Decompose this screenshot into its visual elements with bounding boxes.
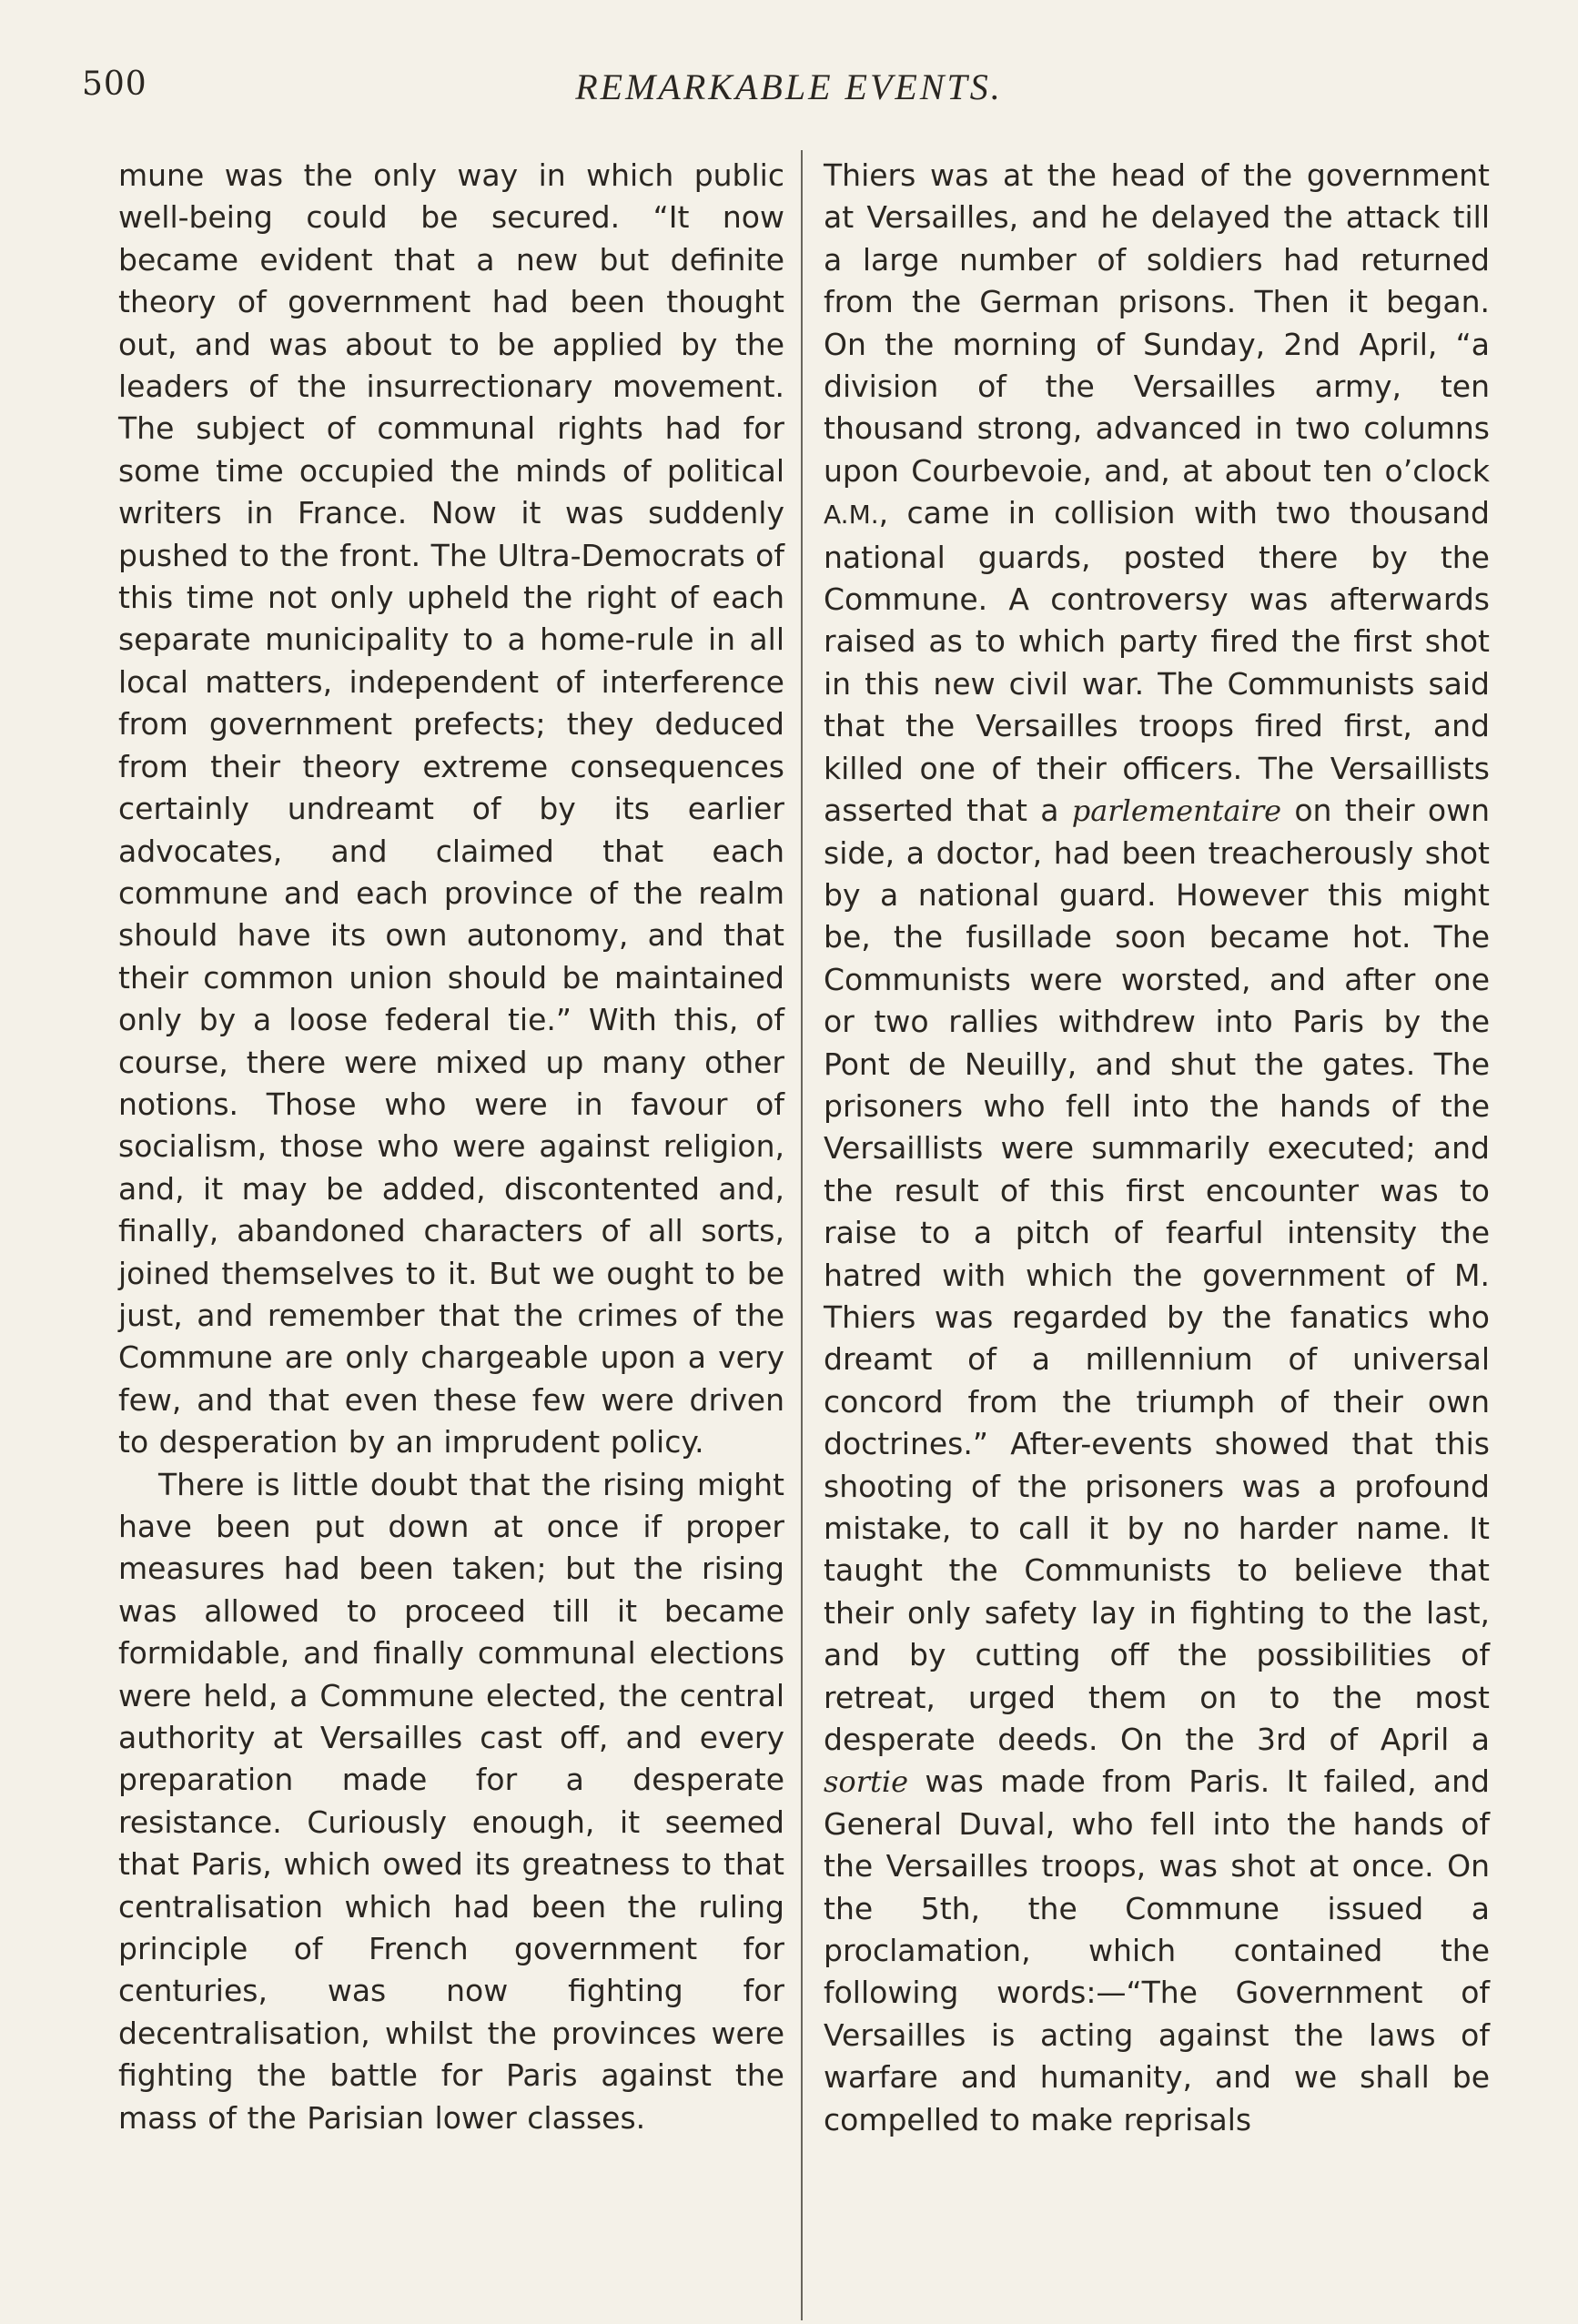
- running-title: REMARKABLE EVENTS.: [575, 66, 1003, 107]
- italic-sortie: sortie: [824, 1764, 909, 1800]
- italic-parlementaire: parlementaire: [1071, 793, 1282, 829]
- page-header: [82, 66, 1496, 116]
- right-text-2: , came in collision with two thousand national guards, posted there by the Commune. A controversy was afterwards raised as to which party fired the first shot in this new civil war. The Communists said that the Versailles troops fired first, and killed one of their officers. The Versaillists asserted that a: [824, 495, 1490, 829]
- right-text-4: was made from Paris. It failed, and General Duval, who fell into the hands of the Versailles troops, was shot at once. On the 5th, the Commune issued a proclamation, which contained the following words:—“The Government of Versailles is acting against the laws of warfare and humanity, and we shall be compelled to make reprisals: [824, 1763, 1490, 2137]
- page-number: 500: [82, 66, 147, 103]
- right-paragraph: [824, 155, 1490, 2141]
- left-paragraph-2: There is little doubt that the rising might have been put down at once if proper measures had been taken; but the rising was allowed to proceed till it became formidable, and finally communal elections were held, a Commune elected, the central authority at Versailles cast off, and every preparation made for a desperate resistance. Curiously enough, it seemed that Paris, which owed its greatness to that centralisation which had been the ruling principle of French government for centuries, was now fighting for decentralisation, whilst the provinces were fighting the battle for Paris against the mass of the Parisian lower classes.: [118, 1466, 784, 2136]
- column-divider: [801, 150, 803, 2320]
- right-column: [824, 155, 1490, 2141]
- left-paragraph-1: mune was the only way in which public well-being could be secured. “It now became evident that a new but definite theory of government had been thought out, and was about to be applied by the leaders of the insurrectionary movement. The subject of communal rights had for some time occupied the minds of political writers in France. Now it was suddenly pushed to the front. The Ultra-Democrats of this time not only upheld the right of each separate municipality to a home-rule in all local matters, independent of interference from government prefects; they deduced from their theory extreme consequences certainly undreamt of by its earlier advocates, and claimed that each commune and each province of the realm should have its own autonomy, and that their common union should be maintained only by a loose federal tie.” With this, of course, there were mixed up many other notions. Those who were in favour of socialism, those who were against religion, and, it may be added, discontented and, finally, abandoned characters of all sorts, joined themselves to it. But we ought to be just, and remember that the crimes of the Commune are only chargeable upon a very few, and that even these few were driven to desperation by an imprudent policy.: [118, 157, 784, 1460]
- left-column: [118, 155, 784, 2139]
- time-abbreviation: A.M.: [824, 500, 879, 530]
- right-text-1: Thiers was at the head of the government at Versailles, and he delayed the attack till a large number of soldiers had returned from the German prisons. Then it began. On the morning of Sunday, 2nd April, “a division of the Versailles army, ten thousand strong, advanced in two columns upon Courbevoie, and, at about ten o’clock: [824, 157, 1490, 489]
- right-text-3: on their own side, a doctor, had been treacherously shot by a national guard. However this might be, the fusillade soon became hot. The Communists were worsted, and after one or two rallies withdrew into Paris by the Pont de Neuilly, and shut the gates. The prisoners who fell into the hands of the Versaillists were summarily executed; and the result of this first encounter was to raise to a pitch of fearful intensity the hatred with which the government of M. Thiers was regarded by the fanatics who dreamt of a millennium of universal concord from the triumph of their own doctrines.” After-events showed that this shooting of the prisoners was a profound mistake, to call it by no harder name. It taught the Communists to believe that their only safety lay in fighting to the last, and by cutting off the possibilities of retreat, urged them on to the most desperate deeds. On the 3rd of April a: [824, 793, 1490, 1758]
